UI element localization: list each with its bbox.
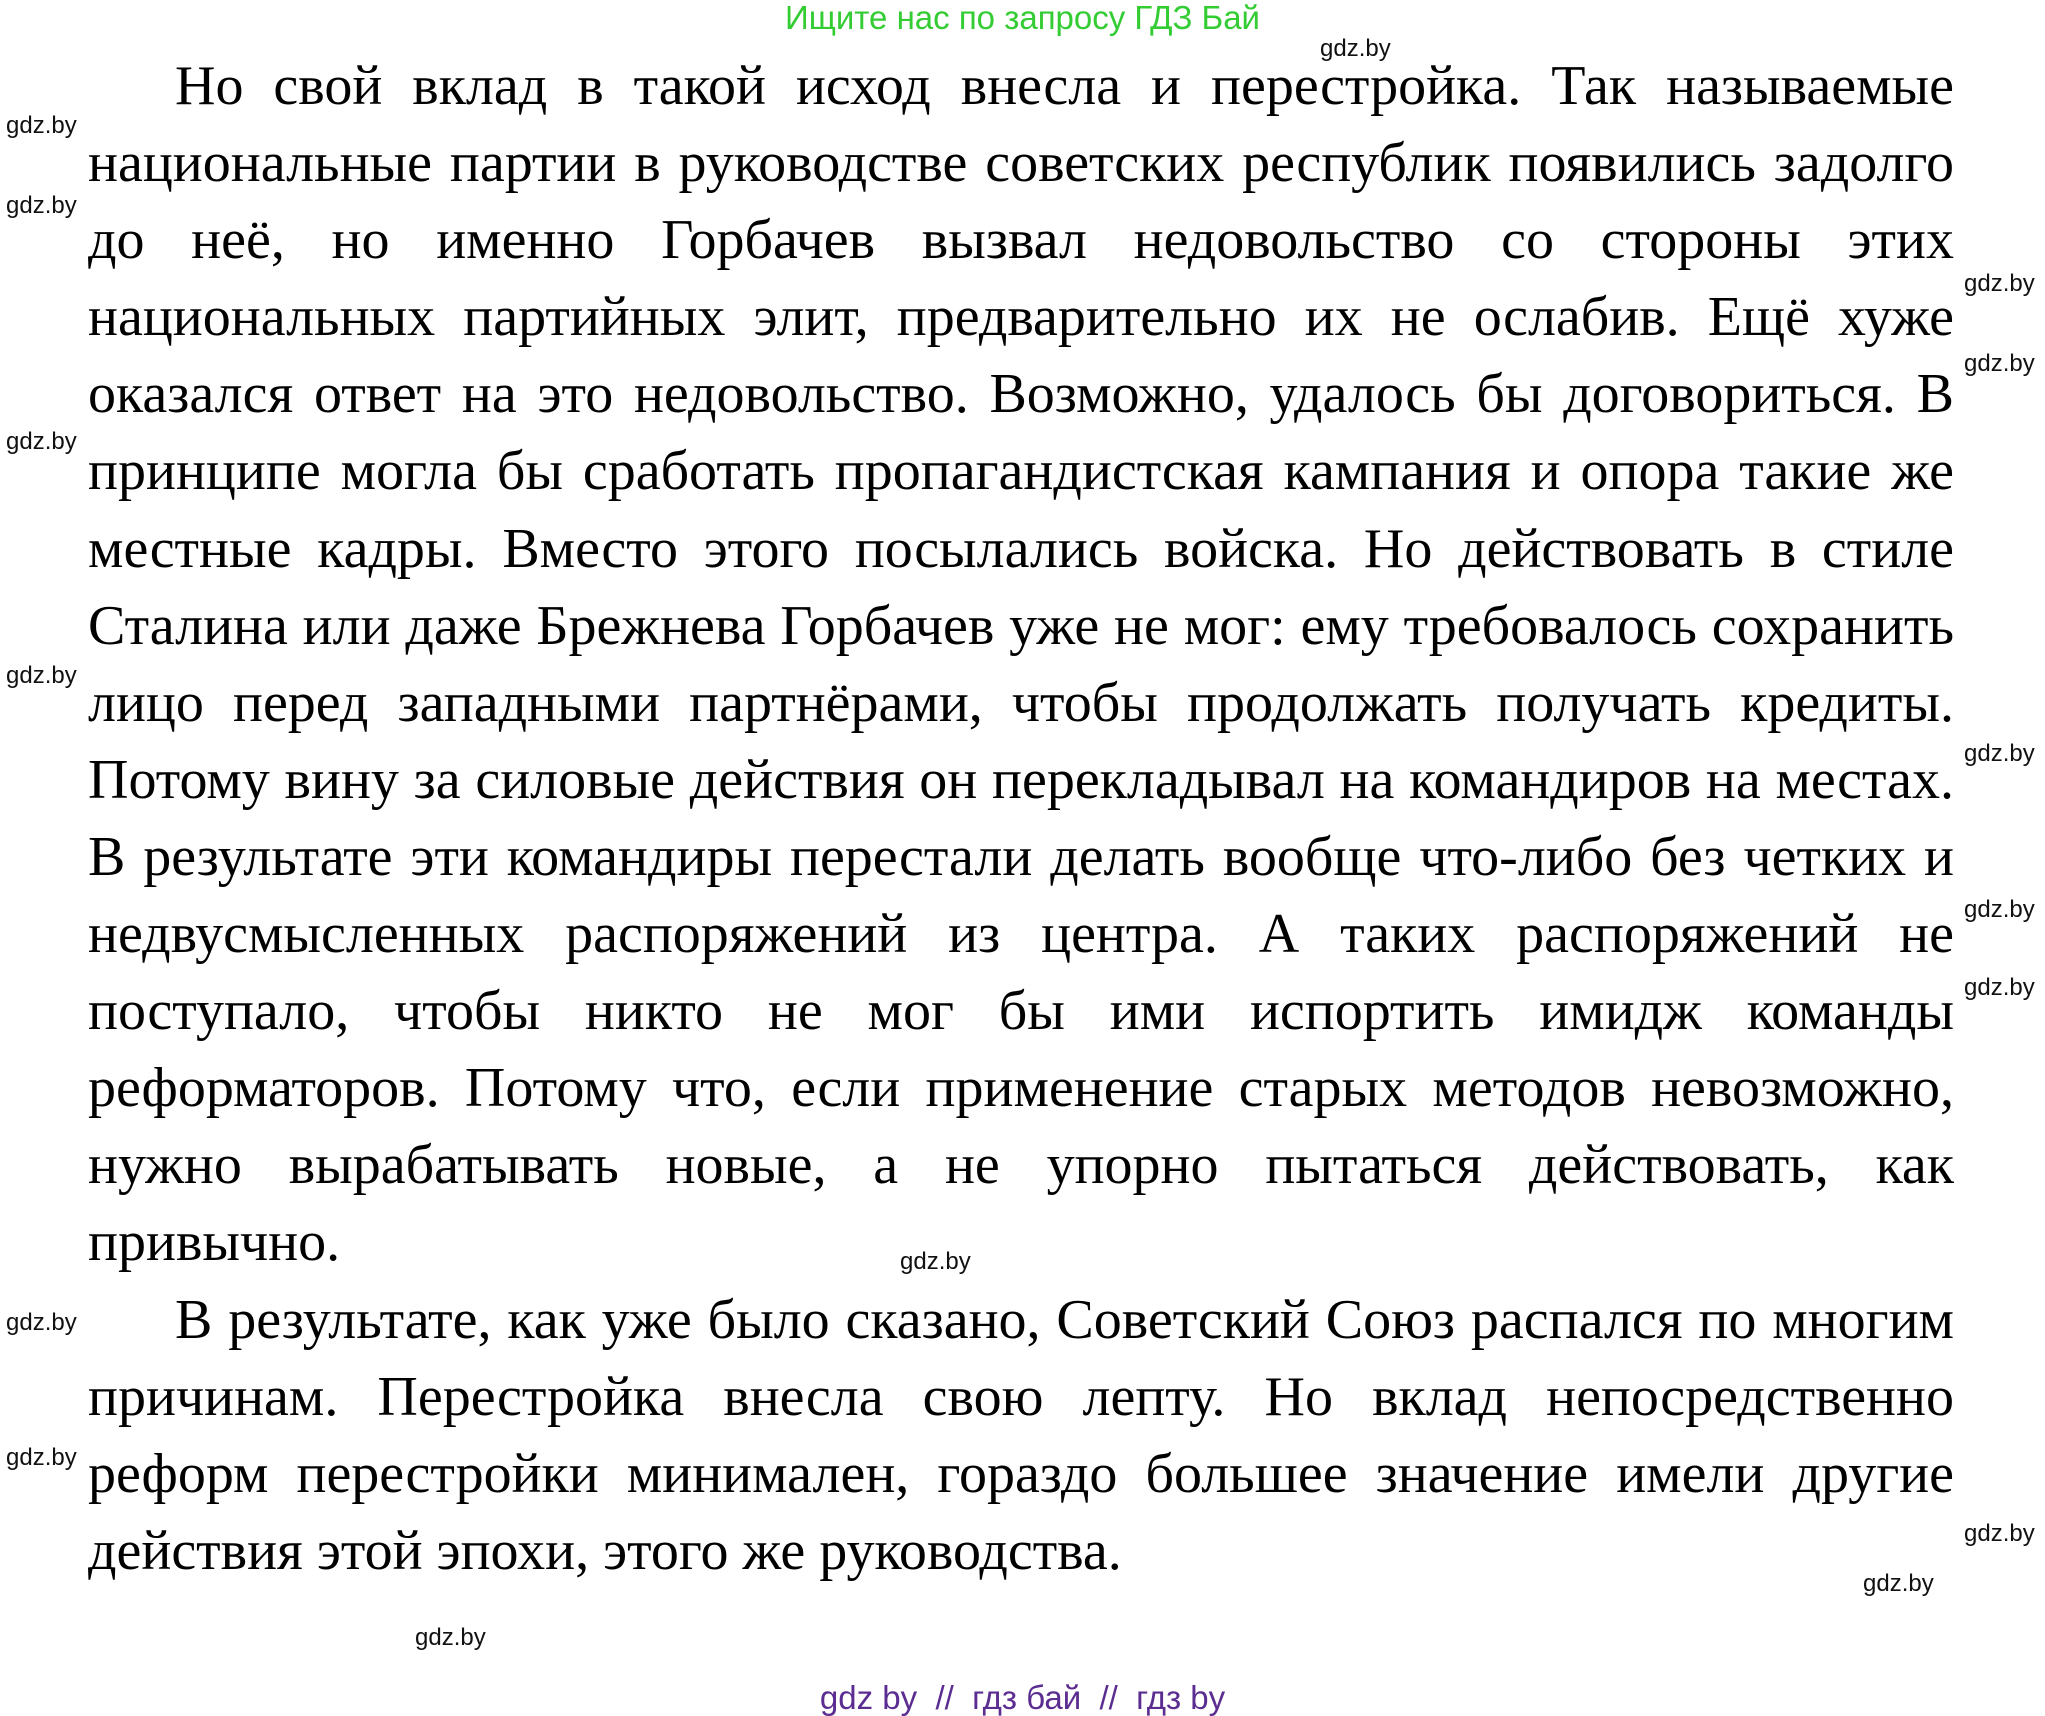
search-promo-banner: Ищите нас по запросу ГДЗ Бай	[785, 0, 1260, 36]
watermark: gdz.by	[6, 428, 77, 455]
paragraph-2: В результате, как уже было сказано, Советский Союз распался по многим причинам. Перестройка внесла свою лепту. Но вклад непосредственно реформ перестройки минимален, гораздо большее значение имели другие действия этой эпохи, этого же руководства.	[88, 1288, 1954, 1582]
footer-links: gdz by // гдз бай // гдз by	[819, 1679, 1226, 1716]
watermark: gdz.by	[6, 662, 77, 689]
watermark: gdz.by	[6, 112, 77, 139]
document-body	[88, 48, 1954, 1590]
paragraph-1: Но свой вклад в такой исход внесла и перестройка. Так называемые национальные партии в руководстве советских республик появились задолго до неё, но именно Горбачев вызвал недовольство со стороны этих национальных партийных элит, предварительно их не ослабив. Ещё хуже оказался ответ на это недовольство. Возможно, удалось бы договориться. В принципе могла бы сработать пропагандистская кампания и опора такие же местные кадры. Вместо этого посылались войска. Но действовать в стиле Сталина или даже Брежнева Горбачев уже не мог: ему требовалось сохранить лицо перед западными партнёрами, чтобы продолжать получать кредиты. Потому вину за силовые действия он перекладывал на командиров на местах. В результате эти командиры перестали делать вообще что-либо без четких и недвусмысленных распоряжений из центра. А таких распоряжений не поступало, чтобы никто не мог бы ими испортить имидж команды реформаторов. Потому что, если применение старых методов невозможно, нужно вырабатывать новые, а не упорно пытаться действовать, как привычно.	[88, 55, 1954, 1274]
watermark: gdz.by	[1964, 1520, 2035, 1547]
watermark: gdz.by	[1964, 974, 2035, 1001]
watermark: gdz.by	[1964, 350, 2035, 377]
watermark: gdz.by	[1964, 740, 2035, 767]
watermark: gdz.by	[415, 1624, 486, 1651]
watermark: gdz.by	[900, 1248, 971, 1275]
watermark: gdz.by	[6, 192, 77, 219]
watermark: gdz.by	[1320, 35, 1391, 62]
watermark: gdz.by	[1964, 896, 2035, 923]
watermark: gdz.by	[1964, 270, 2035, 297]
watermark: gdz.by	[1863, 1570, 1934, 1597]
watermark: gdz.by	[6, 1309, 77, 1336]
watermark: gdz.by	[6, 1444, 77, 1471]
